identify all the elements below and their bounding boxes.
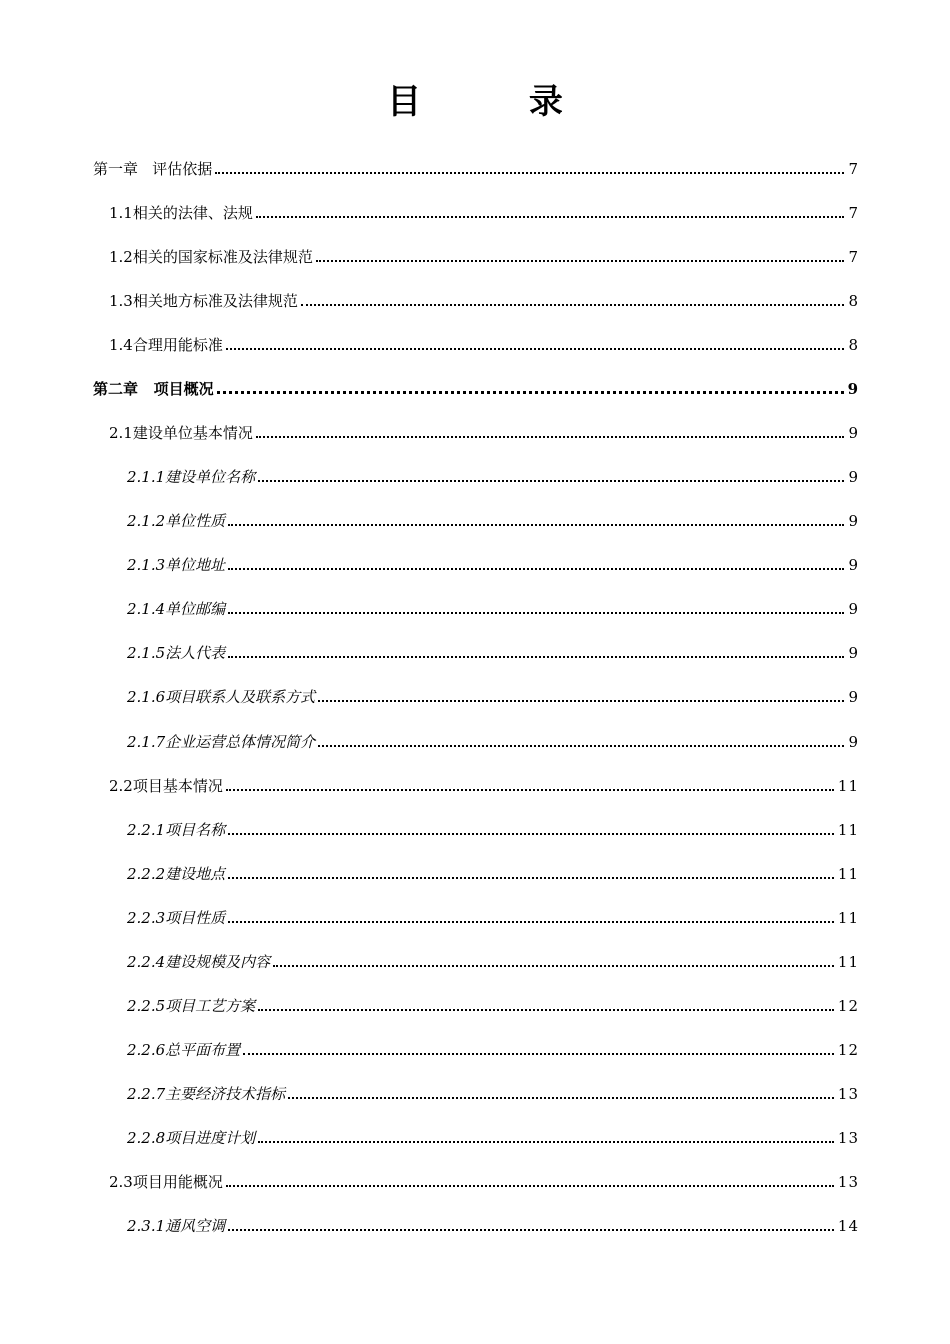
toc-entry-title: 2.1.2单位性质 bbox=[127, 512, 226, 530]
toc-page-number: 8 bbox=[848, 336, 859, 354]
toc-entry-title: 1.2相关的国家标准及法律规范 bbox=[109, 248, 313, 266]
toc-entry[interactable] bbox=[93, 375, 859, 399]
toc-page-number: 12 bbox=[837, 1041, 859, 1059]
toc-entry-title: 2.1.1建设单位名称 bbox=[127, 468, 256, 486]
toc-dot-leader bbox=[228, 832, 834, 835]
toc-entry-title: 2.2.7主要经济技术指标 bbox=[127, 1085, 286, 1103]
toc-entry[interactable] bbox=[127, 1036, 859, 1060]
toc-page-number: 9 bbox=[848, 600, 859, 618]
toc-dot-leader bbox=[288, 1096, 834, 1099]
toc-entry-title: 2.2.6总平面布置 bbox=[127, 1041, 241, 1059]
toc-entry[interactable] bbox=[127, 992, 859, 1016]
toc-dot-leader bbox=[258, 479, 844, 482]
toc-entry[interactable] bbox=[127, 551, 859, 575]
toc-page-number: 9 bbox=[848, 644, 859, 662]
toc-page-number: 11 bbox=[837, 821, 859, 839]
toc-entry-title: 第二章 项目概况 bbox=[93, 380, 214, 398]
toc-entry[interactable] bbox=[127, 948, 859, 972]
toc-dot-leader bbox=[258, 1008, 834, 1011]
toc-entry-title: 2.2.8项目进度计划 bbox=[127, 1129, 256, 1147]
toc-dot-leader bbox=[301, 303, 845, 306]
toc-page-number: 12 bbox=[837, 997, 859, 1015]
toc-dot-leader bbox=[228, 655, 844, 658]
toc-dot-leader bbox=[217, 390, 844, 394]
toc-page-number: 9 bbox=[847, 380, 859, 398]
toc-dot-leader bbox=[228, 1228, 834, 1231]
toc-entry-title: 2.2项目基本情况 bbox=[109, 777, 223, 795]
toc-entry[interactable] bbox=[127, 507, 859, 531]
toc-dot-leader bbox=[228, 567, 844, 570]
toc-entry-title: 2.1.6项目联系人及联系方式 bbox=[127, 688, 316, 706]
toc-entry[interactable] bbox=[109, 243, 859, 267]
toc-dot-leader bbox=[226, 347, 845, 350]
toc-page-number: 9 bbox=[848, 688, 859, 706]
toc-dot-leader bbox=[226, 788, 834, 791]
toc-entry[interactable] bbox=[109, 287, 859, 311]
toc-entry-title: 2.3项目用能概况 bbox=[109, 1173, 223, 1191]
toc-entry[interactable] bbox=[127, 904, 859, 928]
toc-entry[interactable] bbox=[127, 463, 859, 487]
toc-dot-leader bbox=[215, 171, 844, 174]
toc-entry-title: 2.2.3项目性质 bbox=[127, 909, 226, 927]
toc-entry[interactable] bbox=[109, 199, 859, 223]
toc-entry-title: 2.1.5法人代表 bbox=[127, 644, 226, 662]
toc-entry[interactable] bbox=[127, 1080, 859, 1104]
toc-dot-leader bbox=[318, 744, 844, 747]
toc-page-number: 7 bbox=[848, 248, 859, 266]
toc-entry[interactable] bbox=[127, 816, 859, 840]
toc-entry-title: 2.2.4建设规模及内容 bbox=[127, 953, 271, 971]
toc-entry[interactable] bbox=[127, 1212, 859, 1236]
toc-page-number: 13 bbox=[837, 1173, 859, 1191]
toc-entry-title: 2.1.7企业运营总体情况简介 bbox=[127, 733, 316, 751]
toc-dot-leader bbox=[228, 876, 834, 879]
toc-page-number: 14 bbox=[837, 1217, 859, 1235]
toc-page-number: 9 bbox=[848, 733, 859, 751]
toc-entry[interactable] bbox=[127, 728, 859, 752]
toc-entry-title: 1.4合理用能标准 bbox=[109, 336, 223, 354]
toc-entry-title: 2.2.1项目名称 bbox=[127, 821, 226, 839]
toc-dot-leader bbox=[258, 1140, 834, 1143]
toc-entry-title: 2.1.4单位邮编 bbox=[127, 600, 226, 618]
toc-page-number: 13 bbox=[837, 1085, 859, 1103]
toc-dot-leader bbox=[256, 215, 845, 218]
toc-page-number: 7 bbox=[848, 204, 859, 222]
toc-entry-title: 第一章 评估依据 bbox=[93, 160, 213, 178]
toc-entry[interactable] bbox=[127, 1124, 859, 1148]
toc-page-number: 11 bbox=[837, 865, 859, 883]
toc-page-number: 13 bbox=[837, 1129, 859, 1147]
toc-page-number: 11 bbox=[837, 953, 859, 971]
toc-dot-leader bbox=[273, 964, 834, 967]
toc-entry-title: 2.1建设单位基本情况 bbox=[109, 424, 253, 442]
toc-page-number: 9 bbox=[848, 556, 859, 574]
toc-entry[interactable] bbox=[109, 1168, 859, 1192]
toc-dot-leader bbox=[243, 1052, 834, 1055]
toc-page-number: 7 bbox=[848, 160, 859, 178]
toc-entry[interactable] bbox=[127, 683, 859, 707]
toc-dot-leader bbox=[226, 1184, 834, 1187]
toc-entry[interactable] bbox=[109, 419, 859, 443]
toc-page-number: 11 bbox=[837, 909, 859, 927]
toc-dot-leader bbox=[318, 699, 844, 702]
toc-entry[interactable] bbox=[127, 595, 859, 619]
toc-entry[interactable] bbox=[109, 331, 859, 355]
toc-entry[interactable] bbox=[127, 860, 859, 884]
toc-page-number: 9 bbox=[848, 424, 859, 442]
toc-entry[interactable] bbox=[109, 772, 859, 796]
toc-page-number: 8 bbox=[848, 292, 859, 310]
toc-page-number: 11 bbox=[837, 777, 859, 795]
page-title: 目 录 bbox=[387, 82, 611, 122]
toc-page-number: 9 bbox=[848, 512, 859, 530]
toc-entry-title: 2.3.1通风空调 bbox=[127, 1217, 226, 1235]
toc-entry[interactable] bbox=[127, 639, 859, 663]
toc-dot-leader bbox=[316, 259, 845, 262]
toc-dot-leader bbox=[228, 920, 834, 923]
toc-entry[interactable] bbox=[93, 155, 859, 179]
toc-page-number: 9 bbox=[848, 468, 859, 486]
toc-dot-leader bbox=[228, 611, 844, 614]
toc-entry-title: 2.1.3单位地址 bbox=[127, 556, 226, 574]
toc-dot-leader bbox=[228, 523, 844, 526]
toc-entry-title: 2.2.5项目工艺方案 bbox=[127, 997, 256, 1015]
toc-dot-leader bbox=[256, 435, 845, 438]
toc-entry-title: 1.1相关的法律、法规 bbox=[109, 204, 253, 222]
toc-entry-title: 2.2.2建设地点 bbox=[127, 865, 226, 883]
toc-entry-title: 1.3相关地方标准及法律规范 bbox=[109, 292, 298, 310]
